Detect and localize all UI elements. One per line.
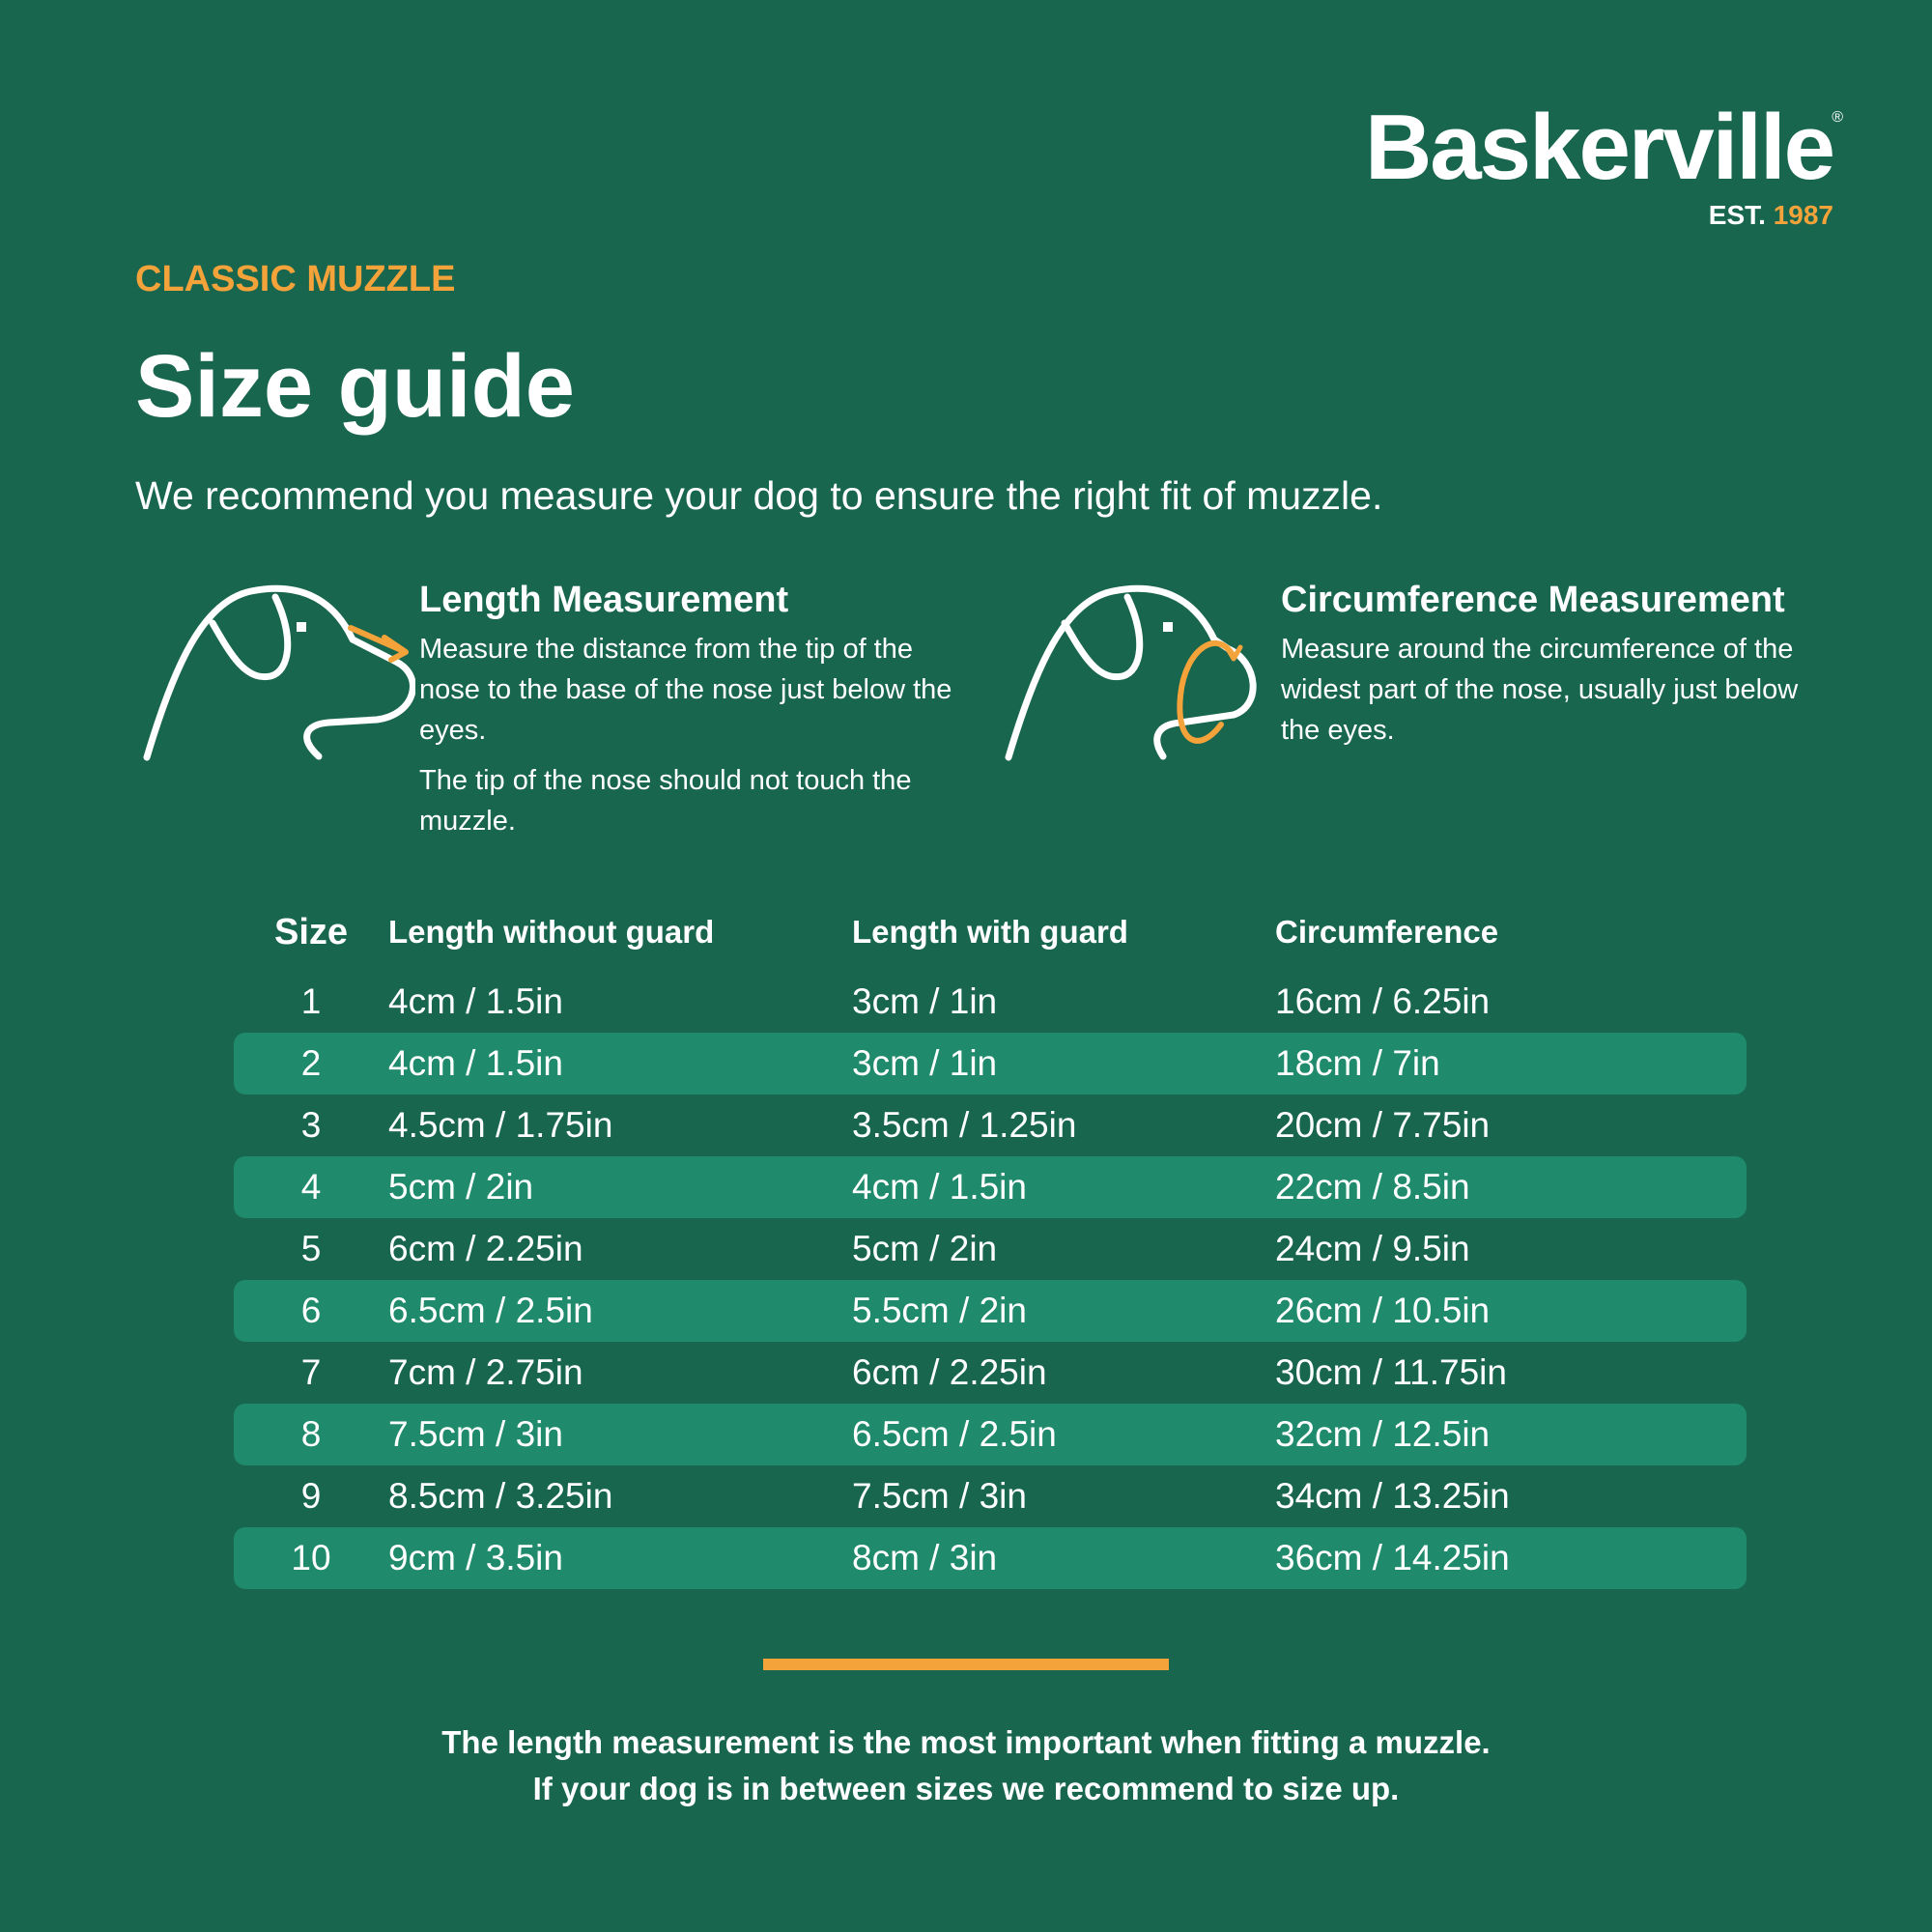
circumference-cell: 18cm / 7in — [1275, 1043, 1440, 1083]
size-cell: 2 — [300, 1043, 322, 1083]
product-kicker: CLASSIC MUZZLE — [135, 259, 456, 299]
length-with-guard-cell: 4cm / 1.5in — [852, 1167, 1027, 1207]
circumference-cell: 20cm / 7.75in — [1275, 1105, 1491, 1145]
circumference-measurement-desc: Measure around the circumference of the widest part of the nose, usually just below the eyes. — [1281, 634, 1799, 746]
length-without-guard-cell: 8.5cm / 3.25in — [388, 1476, 613, 1516]
brand-established — [1365, 200, 1833, 231]
size-table — [234, 894, 1747, 1589]
length-with-guard-cell: 6cm / 2.25in — [852, 1352, 1047, 1392]
table-header — [234, 894, 1747, 971]
circumference-cell: 32cm / 12.5in — [1275, 1414, 1491, 1454]
length-without-guard-cell: 6cm / 2.25in — [388, 1229, 583, 1268]
size-cell: 5 — [300, 1229, 322, 1268]
brand-name: Baskerville — [1364, 96, 1833, 199]
header-circumference: Circumference — [1275, 914, 1499, 950]
size-cell: 1 — [300, 981, 322, 1021]
footer-line-2: If your dog is in between sizes we recommend to size up. — [532, 1771, 1400, 1806]
table-row — [234, 1527, 1747, 1589]
divider-rule — [763, 1659, 1169, 1670]
circumference-cell: 24cm / 9.5in — [1275, 1229, 1470, 1268]
size-cell: 10 — [291, 1538, 331, 1577]
table-row — [234, 1218, 1747, 1280]
circumference-cell: 34cm / 13.25in — [1275, 1476, 1510, 1516]
circumference-cell: 36cm / 14.25in — [1275, 1538, 1510, 1577]
table-row — [234, 971, 1747, 1033]
length-with-guard-cell: 7.5cm / 3in — [852, 1476, 1027, 1516]
size-cell: 9 — [300, 1476, 322, 1516]
dog-head-length-arrow-icon — [135, 580, 415, 763]
table-row — [234, 1280, 1747, 1342]
length-without-guard-cell: 7cm / 2.75in — [388, 1352, 583, 1392]
brand-logo — [1364, 96, 1843, 231]
intro-text: We recommend you measure your dog to ensure the right fit of muzzle. — [135, 473, 1383, 518]
table-row — [234, 1094, 1747, 1156]
registered-mark: ® — [1832, 109, 1843, 126]
table-row — [234, 1465, 1747, 1527]
table-row — [234, 1033, 1747, 1094]
length-without-guard-cell: 6.5cm / 2.5in — [388, 1291, 593, 1330]
length-with-guard-cell: 3.5cm / 1.25in — [852, 1105, 1077, 1145]
size-cell: 6 — [300, 1291, 322, 1330]
length-with-guard-cell: 5.5cm / 2in — [852, 1291, 1027, 1330]
header-size: Size — [273, 911, 349, 952]
length-without-guard-cell: 4.5cm / 1.75in — [388, 1105, 613, 1145]
size-cell: 3 — [300, 1105, 322, 1145]
circumference-cell: 30cm / 11.75in — [1275, 1352, 1507, 1392]
footer-note — [0, 1719, 1932, 1812]
length-with-guard-cell: 6.5cm / 2.5in — [852, 1414, 1057, 1454]
size-cell: 8 — [300, 1414, 322, 1454]
circumference-cell: 16cm / 6.25in — [1275, 981, 1491, 1021]
circumference-measurement-title: Circumference Measurement — [1281, 580, 1785, 620]
header-length-with-guard: Length with guard — [852, 914, 1128, 950]
circumference-cell: 22cm / 8.5in — [1275, 1167, 1470, 1207]
table-row — [234, 1404, 1747, 1465]
length-measurement-title: Length Measurement — [419, 580, 789, 620]
page-title: Size guide — [135, 337, 575, 436]
size-cell: 4 — [300, 1167, 322, 1207]
length-with-guard-cell: 3cm / 1in — [852, 1043, 998, 1083]
table-row — [234, 1342, 1747, 1404]
footer-line-1: The length measurement is the most important when fitting a muzzle. — [441, 1724, 1491, 1760]
length-measurement-note: The tip of the nose should not touch the muzzle. — [419, 765, 912, 837]
size-cell: 7 — [300, 1352, 322, 1392]
est-label: EST. — [1708, 200, 1766, 230]
dog-head-circumference-icon — [997, 580, 1277, 763]
circumference-measurement-text — [1281, 580, 1841, 751]
length-without-guard-cell: 9cm / 3.5in — [388, 1538, 563, 1577]
length-without-guard-cell: 5cm / 2in — [388, 1167, 534, 1207]
length-measurement-text — [419, 580, 980, 841]
length-without-guard-cell: 7.5cm / 3in — [388, 1414, 563, 1454]
length-without-guard-cell: 4cm / 1.5in — [388, 1043, 563, 1083]
table-row — [234, 1156, 1747, 1218]
circumference-cell: 26cm / 10.5in — [1275, 1291, 1491, 1330]
length-with-guard-cell: 8cm / 3in — [852, 1538, 998, 1577]
length-with-guard-cell: 3cm / 1in — [852, 981, 998, 1021]
header-length-without-guard: Length without guard — [388, 914, 715, 950]
est-year: 1987 — [1773, 200, 1833, 230]
length-with-guard-cell: 5cm / 2in — [852, 1229, 998, 1268]
length-measurement-desc: Measure the distance from the tip of the nose to the base of the nose just below the eyes. — [419, 634, 952, 746]
length-without-guard-cell: 4cm / 1.5in — [388, 981, 563, 1021]
